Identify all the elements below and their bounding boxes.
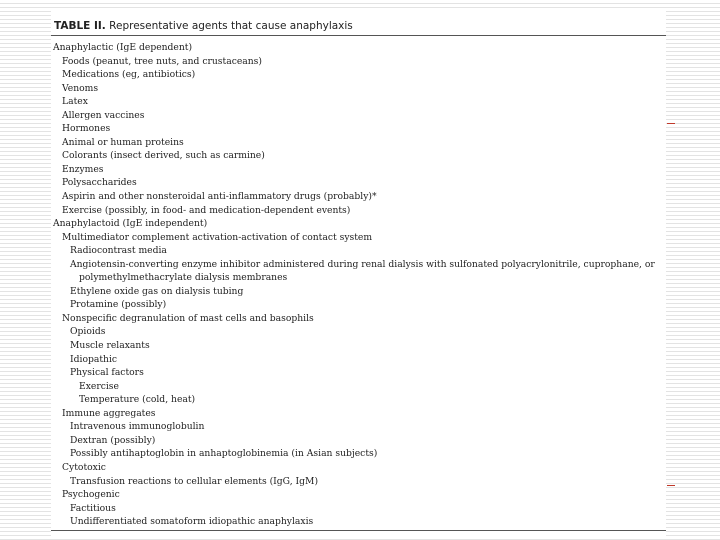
margin-mark bbox=[667, 123, 675, 124]
category-anaphylactoid: Anaphylactoid (IgE independent) bbox=[53, 218, 208, 230]
list-item: Dextran (possibly) bbox=[70, 434, 156, 446]
subcategory: Immune aggregates bbox=[62, 407, 156, 419]
list-item: Polysaccharides bbox=[62, 177, 137, 189]
list-item: Transfusion reactions to cellular elements (IgG, IgM) bbox=[70, 475, 319, 487]
list-item: Undifferentiated somatoform idiopathic anaphylaxis bbox=[70, 516, 314, 528]
subcategory: Cytotoxic bbox=[62, 461, 106, 473]
list-item: Foods (peanut, tree nuts, and crustaceans) bbox=[62, 55, 262, 67]
list-item: Intravenous immunoglobulin bbox=[70, 421, 205, 433]
table-label: TABLE II. bbox=[54, 20, 106, 32]
list-item: Aspirin and other nonsteroidal anti-inflammatory drugs (probably)* bbox=[62, 191, 377, 203]
subcategory: Multimediator complement activation-activation of contact system bbox=[62, 231, 373, 243]
list-item: Ethylene oxide gas on dialysis tubing bbox=[70, 285, 244, 297]
list-item: Exercise bbox=[79, 380, 119, 392]
subcategory: Psychogenic bbox=[62, 489, 120, 501]
list-item: Latex bbox=[62, 96, 88, 108]
list-item: Hormones bbox=[62, 123, 111, 135]
list-item: Angiotensin-converting enzyme inhibitor administered during renal dialysis with sulfonated polyacrylonitrile, cuprophane, or bbox=[70, 258, 655, 270]
table-top-rule bbox=[51, 35, 666, 36]
list-item: Possibly antihaptoglobin in anhaptoglobinemia (in Asian subjects) bbox=[70, 448, 378, 460]
list-item: Factitious bbox=[70, 502, 116, 514]
document-page bbox=[51, 11, 666, 536]
list-item-continuation: polymethylmethacrylate dialysis membranes bbox=[79, 272, 288, 284]
list-item: Venoms bbox=[62, 82, 99, 94]
agent-list bbox=[53, 41, 661, 529]
list-item: Physical factors bbox=[70, 367, 144, 379]
list-item: Medications (eg, antibiotics) bbox=[62, 69, 196, 81]
list-item: Muscle relaxants bbox=[70, 340, 150, 352]
table-title: Representative agents that cause anaphylaxis bbox=[109, 20, 353, 32]
list-item: Enzymes bbox=[62, 163, 104, 175]
list-item: Radiocontrast media bbox=[70, 245, 167, 257]
table-bottom-rule bbox=[51, 530, 666, 531]
subcategory: Nonspecific degranulation of mast cells and basophils bbox=[62, 312, 314, 324]
category-anaphylactic: Anaphylactic (IgE dependent) bbox=[53, 42, 193, 53]
list-item: Allergen vaccines bbox=[62, 109, 145, 121]
list-item: Opioids bbox=[70, 326, 106, 338]
table-caption bbox=[54, 20, 353, 32]
list-item: Exercise (possibly, in food- and medication-dependent events) bbox=[62, 204, 351, 216]
margin-mark bbox=[667, 485, 675, 486]
list-item: Protamine (possibly) bbox=[70, 299, 167, 311]
list-item: Temperature (cold, heat) bbox=[79, 394, 196, 406]
list-item: Idiopathic bbox=[70, 353, 118, 365]
list-item: Animal or human proteins bbox=[62, 136, 184, 148]
list-item: Colorants (insect derived, such as carmine) bbox=[62, 150, 265, 162]
